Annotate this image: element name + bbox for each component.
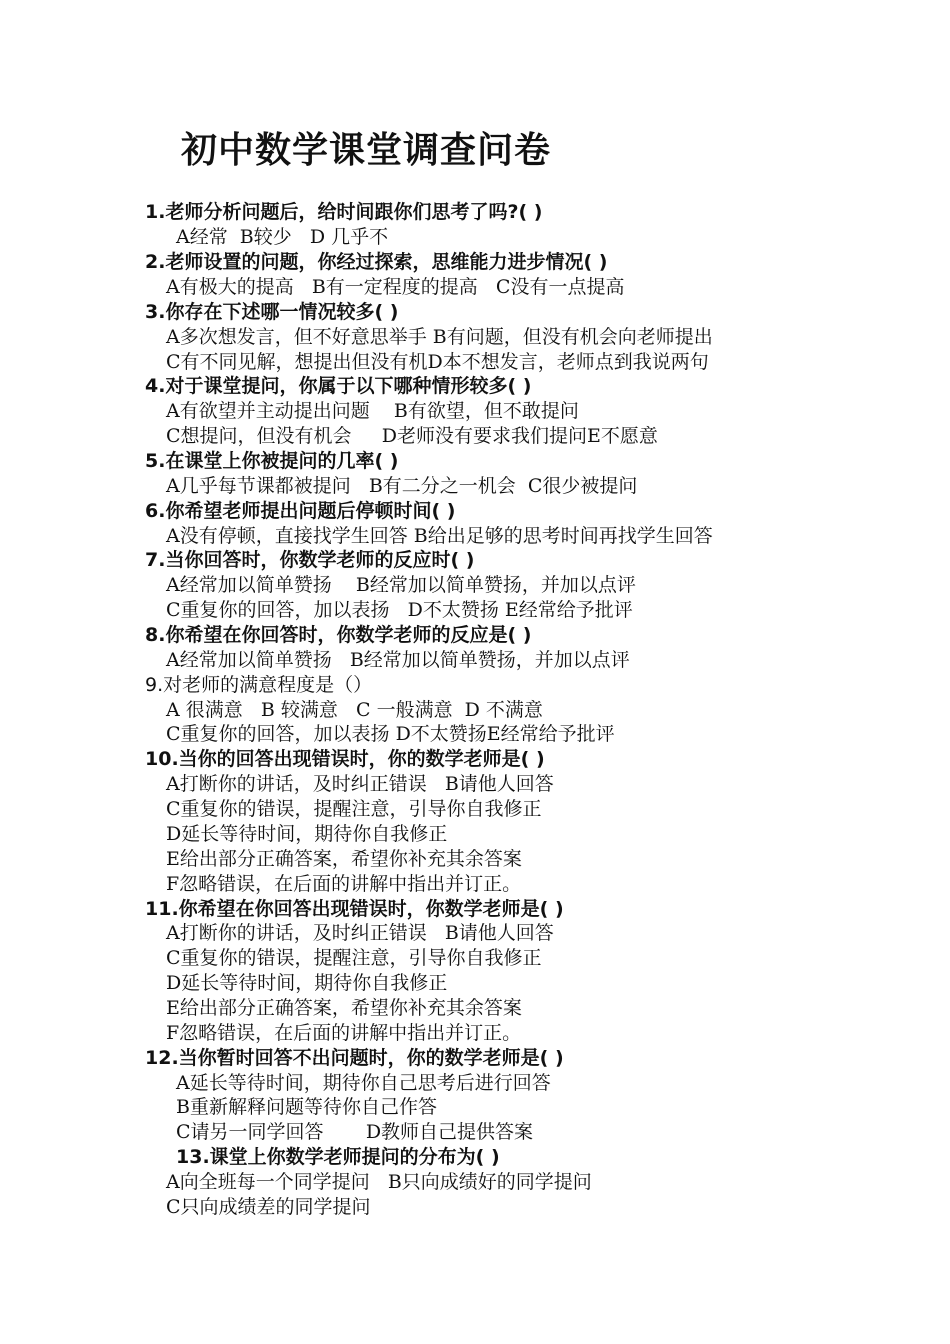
question-10-option-ab: A打断你的讲话，及时纠正错误 B请他人回答: [166, 773, 554, 795]
question-13: 13.课堂上你数学老师提问的分布为( ): [176, 1146, 500, 1168]
question-9-options-1: A 很满意 B 较满意 C 一般满意 D 不满意: [166, 699, 543, 721]
question-12-option-cd: C请另一同学回答 D教师自己提供答案: [176, 1121, 534, 1143]
question-5-options: A几乎每节课都被提问 B有二分之一机会 C很少被提问: [166, 475, 638, 497]
question-11-option-d: D延长等待时间，期待你自我修正: [166, 972, 448, 994]
question-1: 1.老师分析问题后，给时间跟你们思考了吗?( ): [145, 201, 543, 223]
question-6: 6.你希望老师提出问题后停顿时间( ): [145, 500, 456, 522]
question-11-option-f: F忽略错误，在后面的讲解中指出并订正。: [166, 1022, 522, 1044]
question-10: 10.当你的回答出现错误时，你的数学老师是( ): [145, 748, 545, 770]
question-4-options-2: C想提问，但没有机会 D老师没有要求我们提问E不愿意: [166, 425, 658, 447]
question-12: 12.当你暂时回答不出问题时，你的数学老师是( ): [145, 1047, 564, 1069]
question-6-options: A没有停顿，直接找学生回答 B给出足够的思考时间再找学生回答: [166, 525, 713, 547]
question-8: 8.你希望在你回答时，你数学老师的反应是( ): [145, 624, 532, 646]
question-2-options: A有极大的提高 B有一定程度的提高 C没有一点提高: [166, 276, 625, 298]
question-9-options-2: C重复你的回答，加以表扬 D不太赞扬E经常给予批评: [166, 723, 615, 745]
question-10-option-f: F忽略错误，在后面的讲解中指出并订正。: [166, 873, 522, 895]
question-12-option-b: B重新解释问题等待你自己作答: [176, 1096, 437, 1118]
question-10-option-c: C重复你的错误，提醒注意，引导你自我修正: [166, 798, 542, 820]
question-7-options-2: C重复你的回答，加以表扬 D不太赞扬 E经常给予批评: [166, 599, 633, 621]
question-2: 2.老师设置的问题，你经过探索，思维能力进步情况( ): [145, 251, 608, 273]
question-4-options-1: A有欲望并主动提出问题 B有欲望，但不敢提问: [166, 400, 579, 422]
question-9: 9.对老师的满意程度是（）: [145, 674, 373, 696]
question-11: 11.你希望在你回答出现错误时，你数学老师是( ): [145, 898, 564, 920]
question-3-options-2: C有不同见解，想提出但没有机D本不想发言，老师点到我说两句: [166, 351, 709, 373]
question-11-option-ab: A打断你的讲话，及时纠正错误 B请他人回答: [166, 922, 554, 944]
question-11-option-e: E给出部分正确答案，希望你补充其余答案: [166, 997, 522, 1019]
question-11-option-c: C重复你的错误，提醒注意，引导你自我修正: [166, 947, 542, 969]
question-1-options: A经常 B较少 D 几乎不: [176, 226, 389, 248]
question-7-options-1: A经常加以简单赞扬 B经常加以简单赞扬，并加以点评: [166, 574, 636, 596]
question-13-options-1: A向全班每一个同学提问 B只向成绩好的同学提问: [166, 1171, 592, 1193]
question-3-options-1: A多次想发言，但不好意思举手 B有问题，但没有机会向老师提出: [166, 326, 713, 348]
question-10-option-e: E给出部分正确答案，希望你补充其余答案: [166, 848, 522, 870]
question-10-option-d: D延长等待时间，期待你自我修正: [166, 823, 448, 845]
page-title: 初中数学课堂调查问卷: [181, 129, 552, 171]
question-7: 7.当你回答时，你数学老师的反应时( ): [145, 549, 475, 571]
question-13-options-2: C只向成绩差的同学提问: [166, 1196, 371, 1218]
question-5: 5.在课堂上你被提问的几率( ): [145, 450, 399, 472]
question-4: 4.对于课堂提问，你属于以下哪种情形较多( ): [145, 375, 532, 397]
question-8-options: A经常加以简单赞扬 B经常加以简单赞扬，并加以点评: [166, 649, 630, 671]
question-3: 3.你存在下述哪一情况较多( ): [145, 301, 399, 323]
question-12-option-a: A延长等待时间，期待你自己思考后进行回答: [176, 1072, 551, 1094]
